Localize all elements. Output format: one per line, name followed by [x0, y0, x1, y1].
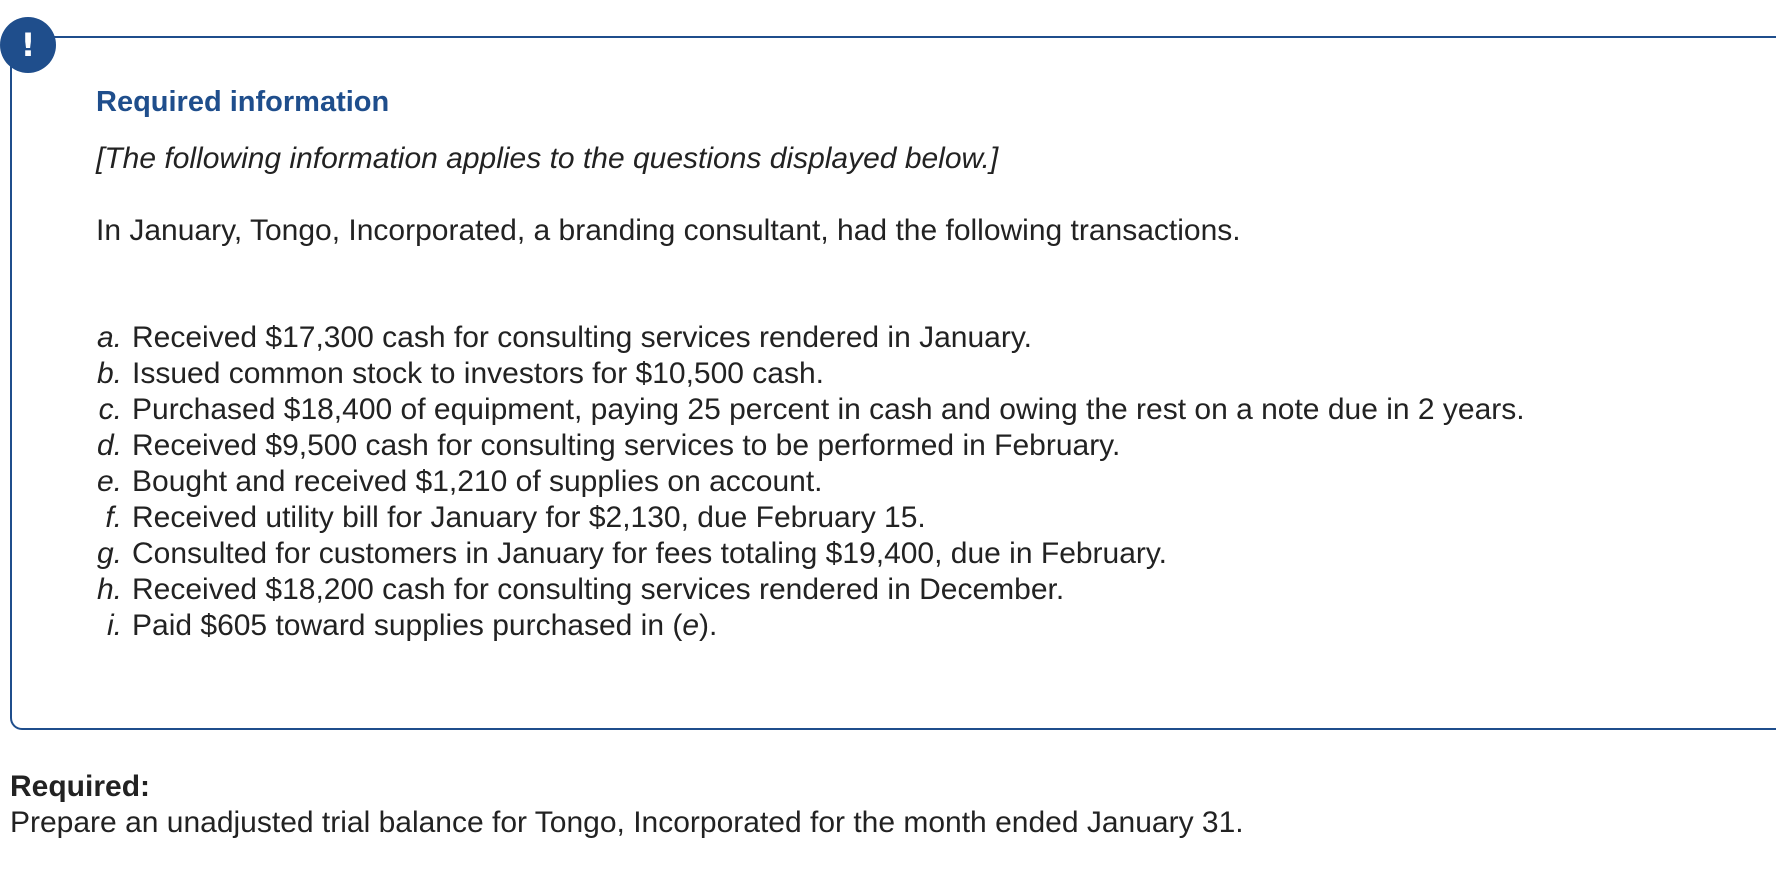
transaction-letter: e.	[96, 465, 122, 498]
transaction-letter: g.	[96, 537, 122, 570]
transaction-item-b	[84, 356, 1525, 392]
required-instruction: Prepare an unadjusted trial balance for Tongo, Incorporated for the month ended January 31.	[10, 806, 1244, 839]
transaction-text: Received $17,300 cash for consulting services rendered in January.	[132, 321, 1032, 354]
transaction-letter: a.	[96, 321, 122, 354]
transaction-letter: h.	[96, 573, 122, 606]
transaction-text: Consulted for customers in January for fees totaling $19,400, due in February.	[132, 537, 1168, 570]
badge-glyph: !	[20, 26, 36, 64]
transaction-text-end: ).	[699, 609, 718, 642]
transaction-item-a	[84, 320, 1525, 356]
transaction-text: Purchased $18,400 of equipment, paying 25 percent in cash and owing the rest on a note due in 2 years.	[132, 393, 1525, 426]
transaction-text: Received $18,200 cash for consulting services rendered in December.	[132, 573, 1065, 606]
transaction-text-start: Paid $605 toward supplies purchased in (	[132, 609, 683, 642]
transaction-item-g	[84, 536, 1525, 572]
transaction-reference: e	[682, 609, 700, 642]
exclamation-icon	[0, 17, 56, 73]
transaction-text: Received $9,500 cash for consulting services to be performed in February.	[132, 429, 1121, 462]
transaction-letter: b.	[96, 357, 122, 390]
info-note: [The following information applies to the questions displayed below.]	[96, 142, 999, 175]
transaction-letter: f.	[105, 501, 122, 534]
transaction-text: Received utility bill for January for $2,130, due February 15.	[132, 501, 926, 534]
intro-text: In January, Tongo, Incorporated, a branding consultant, had the following transactions.	[96, 214, 1241, 247]
transaction-item-f	[84, 500, 1525, 536]
transaction-text	[132, 609, 717, 643]
transaction-text: Issued common stock to investors for $10,500 cash.	[132, 357, 825, 390]
transaction-letter: i.	[107, 609, 122, 642]
transaction-item-c	[84, 392, 1525, 428]
required-heading: Required:	[10, 770, 151, 803]
transaction-item-i	[84, 608, 1525, 644]
transaction-list	[84, 320, 1525, 644]
required-info-title: Required information	[96, 86, 390, 118]
transaction-item-h	[84, 572, 1525, 608]
transaction-item-e	[84, 464, 1525, 500]
transaction-letter: c.	[98, 393, 122, 426]
transaction-letter: d.	[96, 429, 122, 462]
transaction-item-d	[84, 428, 1525, 464]
transaction-text: Bought and received $1,210 of supplies on account.	[132, 465, 823, 498]
